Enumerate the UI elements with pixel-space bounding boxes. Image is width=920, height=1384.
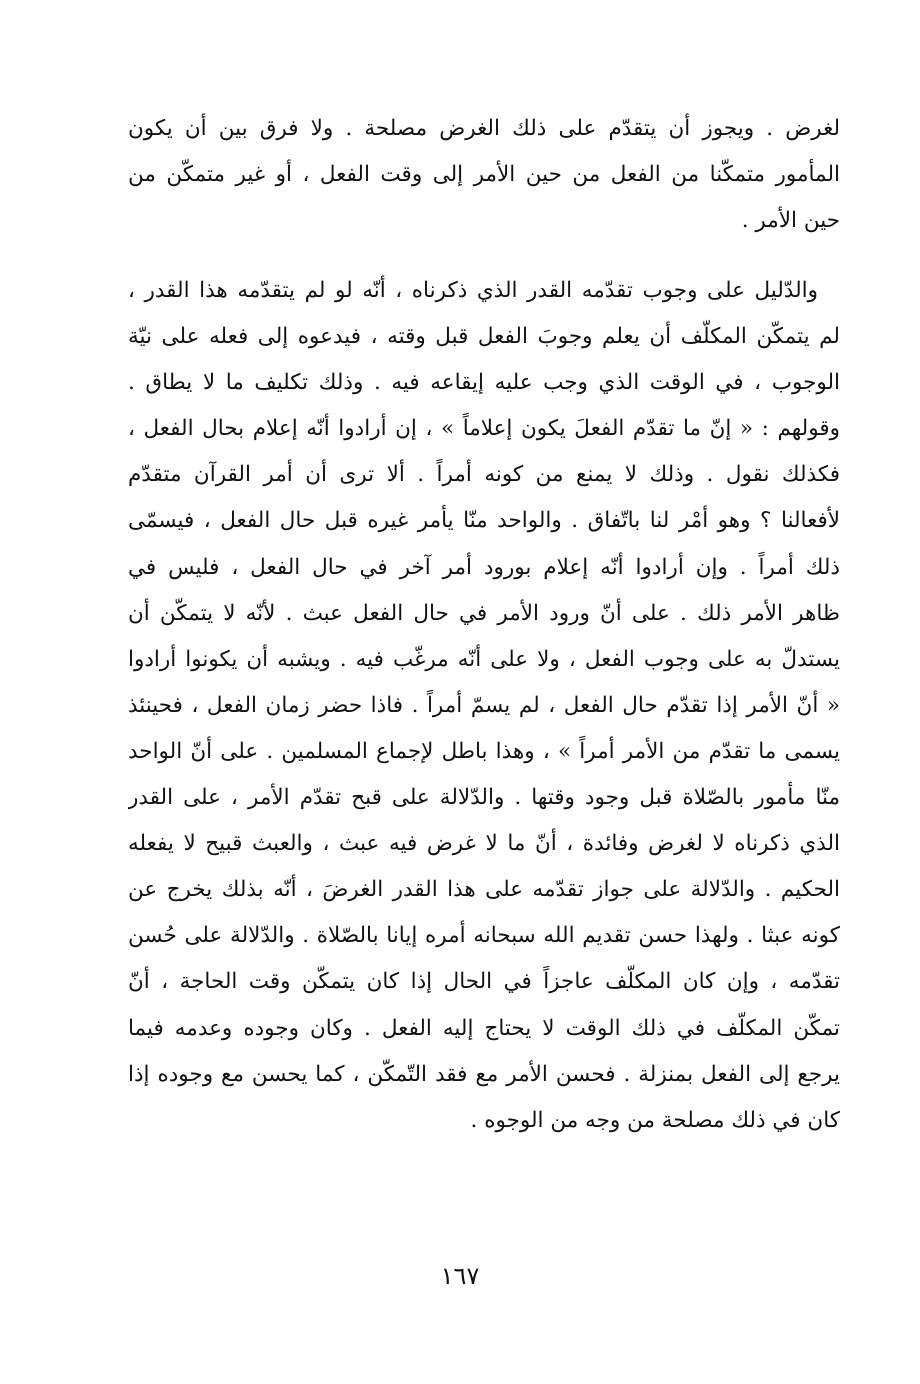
text-line: الحكيم . والدّلالة على جواز تقدّمه على هذا القدر الغرضَ ، أنّه بذلك يخرج عن <box>128 877 840 903</box>
page-number: ١٦٧ <box>440 1262 480 1290</box>
text-line: المأمور متمكّنا من الفعل من حين الأمر إلى وقت الفعل ، أو غير متمكّن من <box>128 162 840 188</box>
text-line: ظاهر الأمر ذلك . على أنّ ورود الأمر في حال الفعل عبث . لأنّه لا يتمكّن أن <box>128 600 840 626</box>
text-line: لم يتمكّن المكلّف أن يعلم وجوبَ الفعل قبل وقته ، فيدعوه إلى فعله على نيّة <box>128 324 840 350</box>
text-line: الوجوب ، في الوقت الذي وجب عليه إيقاعه فيه . وذلك تكليف ما لا يطاق . <box>128 370 840 396</box>
text-line: كان في ذلك مصلحة من وجه من الوجوه . <box>470 1107 840 1133</box>
text-line: الذي ذكرناه لا لغرض وفائدة ، أنّ ما لا غرض فيه عبث ، والعبث قبيح لا يفعله <box>128 831 840 857</box>
paragraph-1 <box>128 106 840 244</box>
text-line: تقدّمه ، وإن كان المكلّف عاجزاً في الحال إذا كان يتمكّن وقت الحاجة ، أنّ <box>128 969 840 995</box>
text-line: تمكّن المكلّف في ذلك الوقت لا يحتاج إليه الفعل . وكان وجوده وعدمه فيما <box>128 1015 840 1041</box>
text-line: يسمى ما تقدّم من الأمر أمراً » ، وهذا باطل لإجماع المسلمين . على أنّ الواحد <box>128 738 840 764</box>
text-line: حين الأمر . <box>741 208 840 234</box>
text-line: لغرض . ويجوز أن يتقدّم على ذلك الغرض مصلحة . ولا فرق بين أن يكون <box>128 116 840 141</box>
text-line: فكذلك نقول . وذلك لا يمنع من كونه أمراً . ألا ترى أن أمر القرآن متقدّم <box>128 462 840 488</box>
text-line: والدّليل على وجوب تقدّمه القدر الذي ذكرناه ، أنّه لو لم يتقدّمه هذا القدر ، <box>128 278 818 303</box>
text-line: لأفعالنا ؟ وهو أمْر لنا باتّفاق . والواحد منّا يأمر غيره قبل حال الفعل ، فيسمّى <box>128 508 840 534</box>
text-line: وقولهم : « إنّ ما تقدّم الفعلَ يكون إعلاماً » ، إن أرادوا أنّه إعلام بحال الفعل ، <box>128 416 840 442</box>
text-line: يرجع إلى الفعل بمنزلة . فحسن الأمر مع فقد التّمكّن ، كما يحسن مع وجوده إذا <box>128 1061 840 1087</box>
paragraph-2 <box>128 268 840 1144</box>
text-line: كونه عبثا . ولهذا حسن تقديم الله سبحانه أمره إيانا بالصّلاة . والدّلالة على حُسن <box>128 923 840 949</box>
text-line: « أنّ الأمر إذا تقدّم حال الفعل ، لم يسمّ أمراً . فاذا حضر زمان الفعل ، فحينئذ <box>128 692 840 718</box>
text-line: ذلك أمراً . وإن أرادوا أنّه إعلام بورود أمر آخر في حال الفعل ، فليس في <box>128 554 840 580</box>
text-line: يستدلّ به على وجوب الفعل ، ولا على أنّه مرغّب فيه . ويشبه أن يكونوا أرادوا <box>128 646 840 672</box>
text-line: منّا مأمور بالصّلاة قبل وجود وقتها . والدّلالة على قبح تقدّم الأمر ، على القدر <box>128 785 840 811</box>
